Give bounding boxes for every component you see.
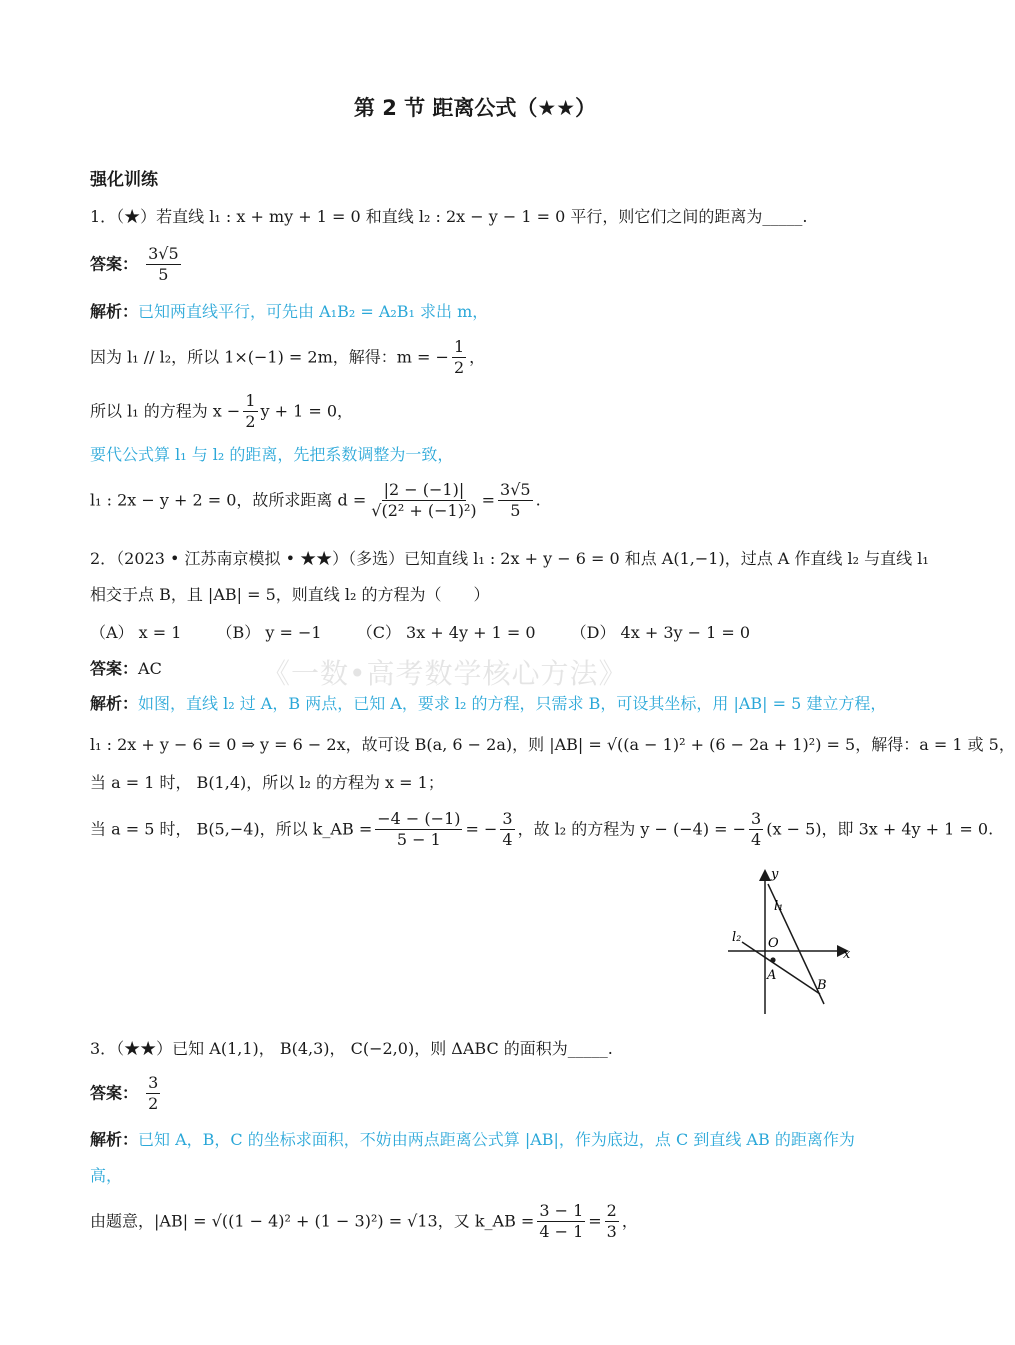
line-l2	[742, 942, 820, 994]
problem-2-question-line-2: 相交于点 B，且 |AB| = 5，则直线 l₂ 的方程为（ ）	[90, 585, 490, 604]
label-l2: l₂	[732, 930, 742, 945]
page-title: 第 2 节 距离公式（★★）	[353, 96, 597, 120]
label-x: x	[843, 947, 851, 962]
option-b: （B） y = −1	[216, 623, 322, 642]
problem-2-step-1: l₁ : 2x + y − 6 = 0 ⇒ y = 6 − 2x，故可设 B(a, 6 − 2a)，则 |AB| = √((a − 1)² + (6 − 2a + 1)²) = 5，解得：a = 1 或 5，	[90, 735, 1015, 754]
label-l1: l₁	[774, 899, 784, 914]
problem-3-step-1: 由题意，|AB| = √((1 − 4)² + (1 − 3)²) = √13，又 k_AB = $\frac{3 - 1}{4 - 1}$ = $\frac{2}{3}$ ，	[90, 1201, 638, 1242]
problem-2-hint: 解析：如图，直线 l₂ 过 A，B 两点，已知 A，要求 l₂ 的方程，只需求 B，可设其坐标，用 |AB| = 5 建立方程，	[90, 694, 887, 713]
problem-1-step-1: 因为 l₁ // l₂，所以 1×(−1) = 2m，解得：m = − $\frac{1}{2}$ ，	[90, 337, 486, 378]
coordinate-figure	[718, 862, 863, 1022]
problem-3-answer: 答案： $\frac{3}{2}$	[90, 1073, 159, 1114]
option-a: （A） x = 1	[90, 623, 182, 642]
problem-3-hint-line-2: 高，	[90, 1166, 123, 1185]
label-b: B	[817, 978, 827, 993]
section-heading: 强化训练	[90, 170, 158, 190]
problem-1-step-3: l₁ : 2x − y + 2 = 0，故所求距离 d = $\frac{|2 - (-1)|}{\text{√(2² + (−1)²)}}$ = $\frac{3√5}{5}$ .	[90, 480, 541, 521]
problem-3-question: 3．（★★）已知 A(1,1)， B(4,3)， C(−2,0)，则 ΔABC 的面积为_____.	[90, 1039, 613, 1058]
answer-label: 答案：	[90, 254, 139, 274]
label-o: O	[768, 936, 779, 951]
problem-1-step-2: 所以 l₁ 的方程为 x − $\frac{1}{2}$ y + 1 = 0，	[90, 391, 354, 432]
problem-1-hint-2: 要代公式算 l₁ 与 l₂ 的距离，先把系数调整为一致，	[90, 445, 454, 464]
problem-2-options	[90, 623, 780, 642]
label-y: y	[771, 867, 779, 882]
problem-2-answer: 答案：AC	[90, 659, 162, 678]
problem-1-hint: 解析：已知两直线平行，可先由 A₁B₂ = A₂B₁ 求出 m，	[90, 302, 489, 321]
problem-2-question-line-1: 2．（2023 • 江苏南京模拟 • ★★）（多选）已知直线 l₁ : 2x + y − 6 = 0 和点 A(1,−1)，过点 A 作直线 l₂ 与直线 l₁	[90, 549, 929, 568]
answer-fraction: $\frac{3√5}{5}$	[148, 244, 179, 285]
point-a	[770, 957, 775, 962]
option-c: （C） 3x + 4y + 1 = 0	[356, 623, 536, 642]
problem-2-step-3: 当 a = 5 时， B(5,−4)，所以 k_AB = $\frac{-4 - (-1)}{5 - 1}$ = − $\frac{3}{4}$ ，故 l₂ 的方程为 y − (−4) = − $\frac{3}{4}$ (x − 5)，即 3x + 4y + 1 = 0.	[90, 809, 994, 850]
label-a: A	[767, 968, 777, 983]
problem-1-answer	[90, 245, 184, 285]
problem-3-hint-line-1: 解析：已知 A，B，C 的坐标求面积，不妨由两点距离公式算 |AB|，作为底边，点 C 到直线 AB 的距离作为	[90, 1130, 855, 1149]
problem-1-question: 1．（★）若直线 l₁ : x + my + 1 = 0 和直线 l₂ : 2x − y − 1 = 0 平行，则它们之间的距离为_____.	[90, 207, 808, 226]
option-d: （D） 4x + 3y − 1 = 0	[570, 623, 751, 642]
analysis-label: 解析：	[90, 302, 139, 321]
problem-2-step-2: 当 a = 1 时， B(1,4)，所以 l₂ 的方程为 x = 1；	[90, 773, 444, 792]
watermark: 《一数•高考数学核心方法》	[262, 657, 628, 690]
